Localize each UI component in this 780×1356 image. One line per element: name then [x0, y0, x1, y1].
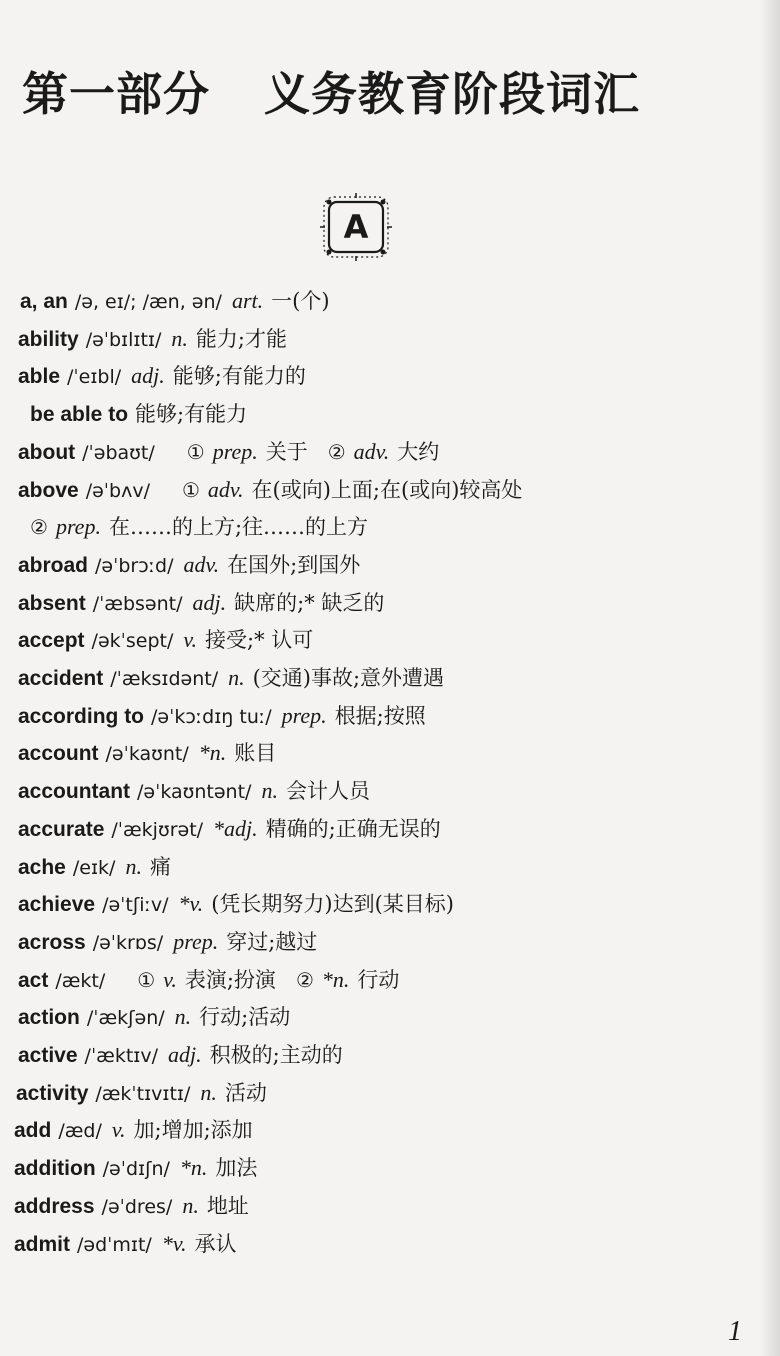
entry-headword: accurate — [18, 817, 105, 841]
entry-headword: addition — [14, 1157, 96, 1181]
entry-pos: adv. — [183, 551, 220, 577]
sense-definition: 关于 — [265, 439, 308, 464]
entry-pos: *n. — [179, 1155, 208, 1181]
entry-phonetic: /ˈækjʊrət/ — [111, 818, 204, 841]
sense-pos: *n. — [321, 966, 350, 992]
entry-phonetic: /ə, eɪ/; /æn, ən/ — [74, 291, 222, 313]
entry-headword: accept — [18, 629, 85, 653]
entry-definition: (凭长期努力)达到(某目标) — [211, 892, 454, 917]
dictionary-entry — [18, 663, 444, 694]
entry-headword: across — [18, 930, 86, 954]
entry-headword: be able to — [30, 403, 129, 427]
entry-headword: act — [18, 968, 49, 992]
entry-headword: address — [14, 1194, 95, 1218]
dictionary-entry — [18, 437, 439, 468]
entry-headword: ability — [18, 327, 79, 351]
section-label: 义务教育阶段词汇 — [264, 67, 640, 121]
entry-definition: 加法 — [215, 1156, 258, 1181]
entry-headword: about — [18, 440, 76, 464]
entry-headword: account — [18, 742, 99, 766]
entry-definition: 痛 — [149, 854, 171, 879]
dictionary-entry — [18, 588, 384, 619]
sense-definition: 在(或向)上面;在(或向)较高处 — [251, 477, 523, 502]
entry-pos: prep. — [281, 702, 327, 728]
entry-phonetic: /əˈkaʊntənt/ — [137, 781, 252, 804]
entry-definition: 精确的;正确无误的 — [265, 816, 441, 841]
dictionary-entry — [30, 399, 247, 430]
entry-phonetic: /ækˈtɪvɪtɪ/ — [95, 1082, 191, 1105]
dictionary-entry — [18, 927, 317, 958]
entry-definition: 缺席的;* 缺乏的 — [234, 590, 385, 615]
entry-headword: active — [18, 1044, 78, 1067]
dictionary-entry — [30, 512, 368, 542]
sense-number: ① — [181, 477, 200, 502]
entry-pos: n. — [200, 1079, 217, 1105]
dictionary-entry — [14, 1229, 236, 1260]
sense-number: ② — [327, 439, 346, 464]
entry-headword: a, an — [20, 290, 68, 313]
entry-phonetic: /əˈkaʊnt/ — [105, 743, 189, 766]
entry-phonetic: /ˈækʃən/ — [86, 1007, 165, 1030]
dictionary-entry — [18, 1040, 343, 1071]
entry-pos: n. — [182, 1192, 199, 1218]
page-title — [22, 58, 640, 124]
entry-phonetic: /ækt/ — [55, 969, 106, 992]
part-label: 第一部分 — [22, 67, 210, 121]
dictionary-entry — [18, 1002, 290, 1033]
entry-phonetic: /əˈkrɒs/ — [92, 931, 164, 954]
entry-pos: *n. — [198, 740, 227, 766]
dictionary-entry — [18, 361, 306, 392]
entry-headword: action — [18, 1006, 80, 1030]
entry-definition: 加;增加;添加 — [133, 1118, 253, 1143]
entry-headword: abroad — [18, 553, 89, 577]
entry-phonetic: /əˈbɪlɪtɪ/ — [85, 328, 162, 351]
entry-pos: adj. — [168, 1042, 202, 1067]
dictionary-entry — [14, 1115, 253, 1146]
entry-headword: admit — [14, 1232, 71, 1256]
entry-pos: n. — [125, 853, 142, 879]
entry-pos: prep. — [173, 928, 219, 954]
dictionary-entry — [14, 1191, 249, 1222]
sense-definition: 大约 — [397, 439, 440, 464]
section-letter: A — [343, 208, 369, 246]
entry-pos: n. — [261, 778, 278, 804]
sense-number: ① — [186, 439, 205, 464]
sense-pos: prep. — [55, 514, 101, 540]
entry-phonetic: /əˈkɔːdɪŋ tuː/ — [151, 705, 272, 728]
entry-pos: v. — [183, 627, 198, 653]
entry-definition: 活动 — [224, 1080, 267, 1105]
entry-pos: adj. — [131, 363, 165, 389]
entry-phonetic: /ədˈmɪt/ — [77, 1233, 152, 1256]
dictionary-entry — [14, 1153, 257, 1184]
entry-headword: accountant — [18, 780, 131, 804]
sense-pos: adv. — [207, 476, 244, 502]
dictionary-entry — [18, 776, 370, 807]
dictionary-entry — [18, 625, 313, 656]
entry-pos: n. — [228, 665, 245, 690]
sense-number: ② — [30, 515, 48, 540]
entry-pos: n. — [174, 1004, 192, 1030]
entry-phonetic: /ˈəbaʊt/ — [82, 441, 155, 464]
entry-definition: 穿过;越过 — [226, 929, 318, 954]
entry-definition: 接受;* 认可 — [205, 628, 314, 653]
entry-pos: v. — [111, 1117, 126, 1143]
entry-definition: 行动;活动 — [199, 1005, 291, 1030]
dictionary-entry — [18, 701, 426, 732]
entry-definition: 账目 — [234, 741, 277, 766]
entry-pos: *v. — [161, 1230, 187, 1256]
entry-definition: 地址 — [206, 1193, 249, 1218]
entry-phonetic: /eɪk/ — [72, 856, 116, 879]
entry-headword: according to — [18, 704, 145, 728]
sense-pos: prep. — [212, 438, 258, 464]
entry-phonetic: /ˈæbsənt/ — [92, 592, 183, 615]
entry-pos: art. — [231, 288, 264, 313]
entry-headword: ache — [18, 855, 66, 879]
entry-pos: adj. — [192, 589, 227, 615]
page-number: 1 — [728, 1316, 742, 1347]
entry-headword: accident — [18, 667, 104, 690]
entry-phonetic: /əˈtʃiːv/ — [102, 894, 169, 917]
entry-definition: 能够;有能力的 — [172, 364, 306, 389]
entry-phonetic: /əkˈsept/ — [91, 630, 174, 653]
entry-definition: 积极的;主动的 — [209, 1043, 343, 1067]
entry-phonetic: /əˈdɪʃn/ — [102, 1158, 170, 1181]
dictionary-entry — [16, 1078, 267, 1109]
entry-pos: n. — [171, 325, 188, 351]
entry-phonetic: /ˈæksɪdənt/ — [110, 668, 219, 690]
entry-headword: above — [18, 478, 79, 502]
dictionary-entry — [18, 965, 399, 996]
sense-pos: adv. — [353, 438, 390, 464]
entry-definition: 能力;才能 — [195, 326, 287, 351]
dictionary-entry — [18, 852, 171, 883]
entry-phonetic: /əˈdres/ — [101, 1195, 173, 1218]
entry-headword: achieve — [18, 893, 96, 917]
sense-definition: 在……的上方;往……的上方 — [108, 515, 369, 540]
entry-definition: 能够;有能力 — [135, 402, 248, 427]
entry-phonetic: /əˈbʌv/ — [85, 479, 150, 502]
sense-definition: 表演;扮演 — [184, 967, 276, 992]
entry-definition: 根据;按照 — [334, 703, 426, 728]
sense-pos: v. — [163, 966, 177, 992]
entry-headword: activity — [16, 1081, 89, 1105]
entry-definition: 承认 — [194, 1231, 237, 1256]
sense-number: ② — [295, 967, 314, 992]
entry-headword: absent — [18, 591, 86, 615]
entry-pos: *adj. — [213, 815, 258, 841]
dictionary-entry — [18, 889, 454, 920]
entry-phonetic: /ˈeɪbl/ — [67, 366, 122, 389]
dictionary-entry — [20, 286, 330, 317]
entry-definition: (交通)事故;意外遭遇 — [252, 666, 445, 690]
sense-number: ① — [137, 967, 156, 992]
dictionary-entry — [18, 324, 287, 355]
dictionary-entry — [18, 550, 360, 581]
entry-phonetic: /ˈæktɪv/ — [84, 1045, 158, 1067]
entry-definition: 在国外;到国外 — [227, 552, 361, 577]
dictionary-entry — [18, 738, 276, 769]
entry-phonetic: /əˈbrɔːd/ — [95, 554, 174, 577]
page-edge-shadow — [760, 0, 780, 1356]
entry-definition: 会计人员 — [285, 779, 370, 804]
entry-phonetic: /æd/ — [58, 1120, 102, 1143]
dictionary-entry — [18, 475, 522, 506]
entry-definition: 一(个) — [271, 289, 330, 313]
entry-pos: *v. — [178, 891, 204, 917]
entry-headword: able — [18, 365, 61, 389]
section-letter-badge — [320, 193, 392, 261]
entry-headword: add — [14, 1119, 52, 1143]
dictionary-entry — [18, 814, 441, 845]
sense-definition: 行动 — [357, 967, 400, 992]
